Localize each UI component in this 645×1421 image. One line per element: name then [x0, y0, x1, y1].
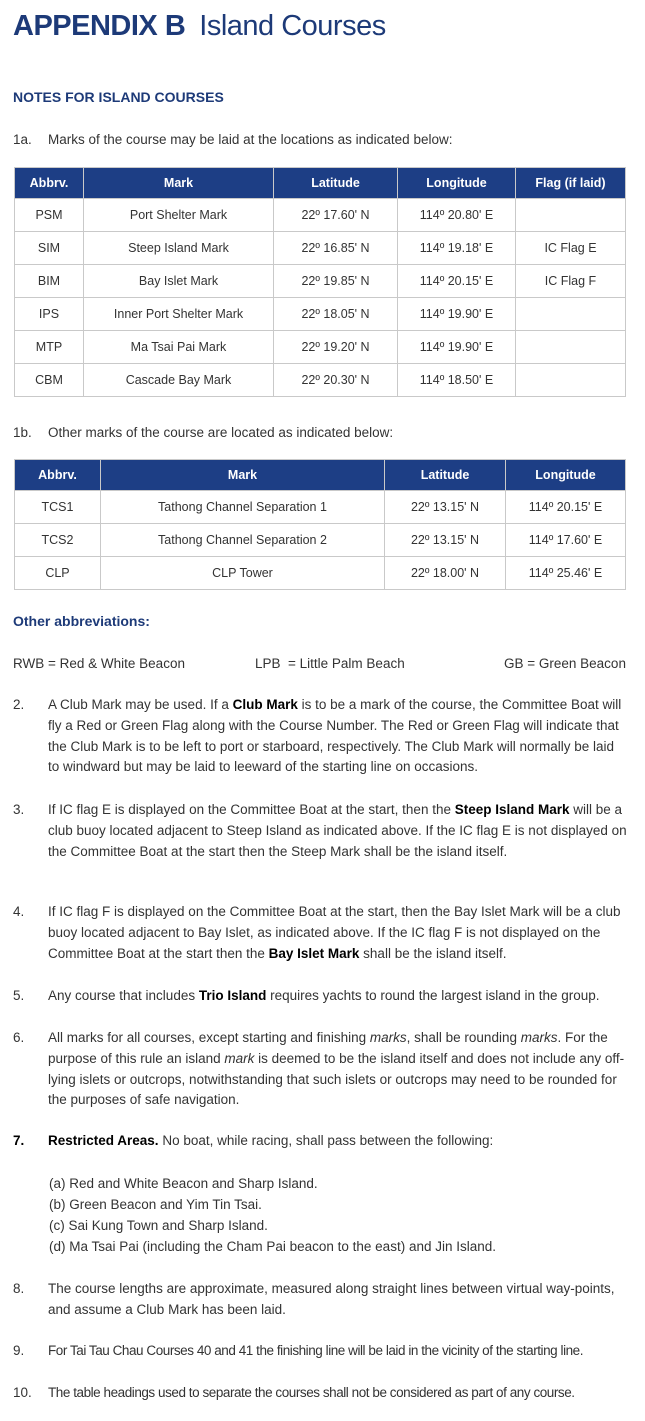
item-6-em: marks	[520, 1030, 558, 1045]
item-2	[48, 695, 628, 778]
other-marks-table-header	[15, 460, 626, 491]
item-5-text-end: requires yachts to round the largest island in the group.	[266, 988, 600, 1003]
item-9-number: 9.	[13, 1343, 25, 1358]
item-6-text: , shall be rounding	[406, 1030, 521, 1045]
restricted-area-a: (a) Red and White Beacon and Sharp Island.	[49, 1176, 318, 1191]
item-2-text: A Club Mark may be used. If a	[48, 697, 233, 712]
cell: TCS2	[15, 524, 101, 557]
cell: 114º 19.18' E	[398, 232, 516, 265]
cell: PSM	[15, 199, 84, 232]
cell: BIM	[15, 265, 84, 298]
item-7-number: 7.	[13, 1133, 25, 1148]
item-2-text-end: is to be a mark of the course, the Committee Boat will fly a Red or Green Flag along with the Course Number. The Red or Green Flag will indicate that the Club Mark is to be left to port or starboard, respectively. The Club Mark will normally be laid to windward but may be laid to leeward of the starting line on occasions.	[48, 697, 622, 775]
cell: 22º 20.30' N	[274, 364, 398, 397]
item-4-text-end: shall be the island itself.	[359, 945, 507, 961]
item-3	[48, 800, 628, 862]
cell: 22º 13.15' N	[385, 491, 506, 524]
cell: 114º 18.50' E	[398, 364, 516, 397]
title-appendix: APPENDIX B	[13, 10, 186, 42]
cell: IC Flag F	[516, 265, 626, 298]
cell: Steep Island Mark	[84, 232, 274, 265]
table-row	[15, 524, 626, 557]
item-4-bold: Bay Islet Mark	[268, 945, 360, 961]
table-row	[15, 557, 626, 590]
cell: 114º 19.90' E	[398, 331, 516, 364]
item-5	[48, 986, 628, 1007]
cell: Ma Tsai Pai Mark	[84, 331, 274, 364]
col-longitude: Longitude	[506, 460, 626, 491]
col-abbrv: Abbrv.	[15, 168, 84, 199]
cell: 114º 20.15' E	[506, 491, 626, 524]
col-latitude: Latitude	[385, 460, 506, 491]
cell	[516, 364, 626, 397]
cell: TCS1	[15, 491, 101, 524]
cell: CBM	[15, 364, 84, 397]
cell: 22º 13.15' N	[385, 524, 506, 557]
other-abbreviations-heading: Other abbreviations:	[13, 613, 150, 629]
item-4-text: If IC flag F is displayed on the Committee Boat at the start, then the Bay Islet Mark will be a club buoy located adjacent to Bay Islet, as indicated above. If the IC flag F is not displayed on the Committee Boat at the start then the	[48, 904, 621, 961]
cell: SIM	[15, 232, 84, 265]
cell: 22º 18.05' N	[274, 298, 398, 331]
item-9: For Tai Tau Chau Courses 40 and 41 the finishing line will be laid in the vicinity of the starting line.	[48, 1343, 584, 1358]
item-8: The course lengths are approximate, measured along straight lines between virtual way-points, and assume a Club Mark has been laid.	[48, 1281, 615, 1317]
cell	[516, 199, 626, 232]
restricted-area-c: (c) Sai Kung Town and Sharp Island.	[49, 1218, 268, 1233]
item-6	[48, 1028, 628, 1111]
cell: Inner Port Shelter Mark	[84, 298, 274, 331]
cell: Bay Islet Mark	[84, 265, 274, 298]
cell: Cascade Bay Mark	[84, 364, 274, 397]
table-row	[15, 298, 626, 331]
note-1b-text: Other marks of the course are located as indicated below:	[48, 425, 394, 440]
note-1a-number: 1a.	[13, 132, 32, 147]
col-longitude: Longitude	[398, 168, 516, 199]
cell	[516, 331, 626, 364]
table-row	[15, 265, 626, 298]
item-4-number: 4.	[13, 904, 25, 919]
cell: 22º 17.60' N	[274, 199, 398, 232]
cell: Tathong Channel Separation 1	[101, 491, 385, 524]
table-row	[15, 364, 626, 397]
cell: 114º 20.15' E	[398, 265, 516, 298]
item-6-text: . For the purpose of this rule an island	[48, 1030, 608, 1066]
item-3-bold: Steep Island Mark	[454, 802, 570, 817]
item-10: The table headings used to separate the courses shall not be considered as part of any course.	[48, 1385, 575, 1400]
abbr-gb: GB = Green Beacon	[504, 656, 626, 671]
cell	[516, 298, 626, 331]
item-2-bold: Club Mark	[232, 697, 298, 712]
item-6-em: mark	[224, 1050, 255, 1066]
item-3-text: If IC flag E is displayed on the Committee Boat at the start, then the	[48, 802, 455, 817]
item-7	[48, 1131, 628, 1152]
cell: 22º 18.00' N	[385, 557, 506, 590]
table-row	[15, 331, 626, 364]
table-row	[15, 491, 626, 524]
cell: 114º 17.60' E	[506, 524, 626, 557]
abbr-lpb: LPB = Little Palm Beach	[255, 656, 405, 671]
col-latitude: Latitude	[274, 168, 398, 199]
item-6-em: marks	[369, 1030, 407, 1045]
abbr-rwb: RWB = Red & White Beacon	[13, 656, 185, 671]
marks-table-header	[15, 168, 626, 199]
cell: CLP	[15, 557, 101, 590]
cell: 22º 19.20' N	[274, 331, 398, 364]
cell: CLP Tower	[101, 557, 385, 590]
restricted-area-b: (b) Green Beacon and Yim Tin Tsai.	[49, 1197, 262, 1212]
item-5-number: 5.	[13, 988, 25, 1003]
note-1a	[13, 130, 453, 151]
cell: MTP	[15, 331, 84, 364]
cell: IPS	[15, 298, 84, 331]
note-1a-text: Marks of the course may be laid at the locations as indicated below:	[48, 132, 453, 147]
cell: IC Flag E	[516, 232, 626, 265]
note-1b	[13, 423, 394, 444]
item-6-text: All marks for all courses, except starting and finishing	[48, 1030, 370, 1045]
item-7-bold: Restricted Areas.	[48, 1133, 159, 1148]
table-row	[15, 232, 626, 265]
cell: Port Shelter Mark	[84, 199, 274, 232]
item-3-number: 3.	[13, 802, 25, 817]
item-6-number: 6.	[13, 1030, 25, 1045]
table-row	[15, 199, 626, 232]
item-5-text: Any course that includes	[48, 988, 199, 1003]
col-mark: Mark	[84, 168, 274, 199]
notes-heading: NOTES FOR ISLAND COURSES	[13, 89, 224, 105]
item-3-text-end: will be a club buoy located adjacent to Steep Island as indicated above. If the IC flag E is not displayed on the Committee Boat at the start then the Steep Mark shall be the island itself.	[48, 802, 627, 859]
title-section: Island Courses	[199, 10, 386, 42]
item-4	[48, 902, 628, 964]
restricted-area-d: (d) Ma Tsai Pai (including the Cham Pai beacon to the east) and Jin Island.	[49, 1239, 496, 1254]
col-abbrv: Abbrv.	[15, 460, 101, 491]
item-6-text-end: is deemed to be the island itself and does not include any off-lying islets or outcrops, notwithstanding that such islets or outcrops may need to be rounded for the purposes of safe navigation.	[48, 1050, 625, 1108]
item-8-number: 8.	[13, 1281, 25, 1296]
cell: 114º 19.90' E	[398, 298, 516, 331]
cell: 114º 20.80' E	[398, 199, 516, 232]
cell: 22º 16.85' N	[274, 232, 398, 265]
marks-table	[14, 167, 626, 397]
note-1b-number: 1b.	[13, 425, 32, 440]
page-title	[13, 10, 386, 43]
item-7-text: No boat, while racing, shall pass between the following:	[158, 1133, 494, 1148]
cell: 114º 25.46' E	[506, 557, 626, 590]
other-marks-table	[14, 459, 626, 590]
col-mark: Mark	[101, 460, 385, 491]
item-2-number: 2.	[13, 697, 25, 712]
cell: 22º 19.85' N	[274, 265, 398, 298]
item-5-bold: Trio Island	[198, 988, 267, 1003]
col-flag: Flag (if laid)	[516, 168, 626, 199]
cell: Tathong Channel Separation 2	[101, 524, 385, 557]
item-10-number: 10.	[13, 1385, 32, 1400]
